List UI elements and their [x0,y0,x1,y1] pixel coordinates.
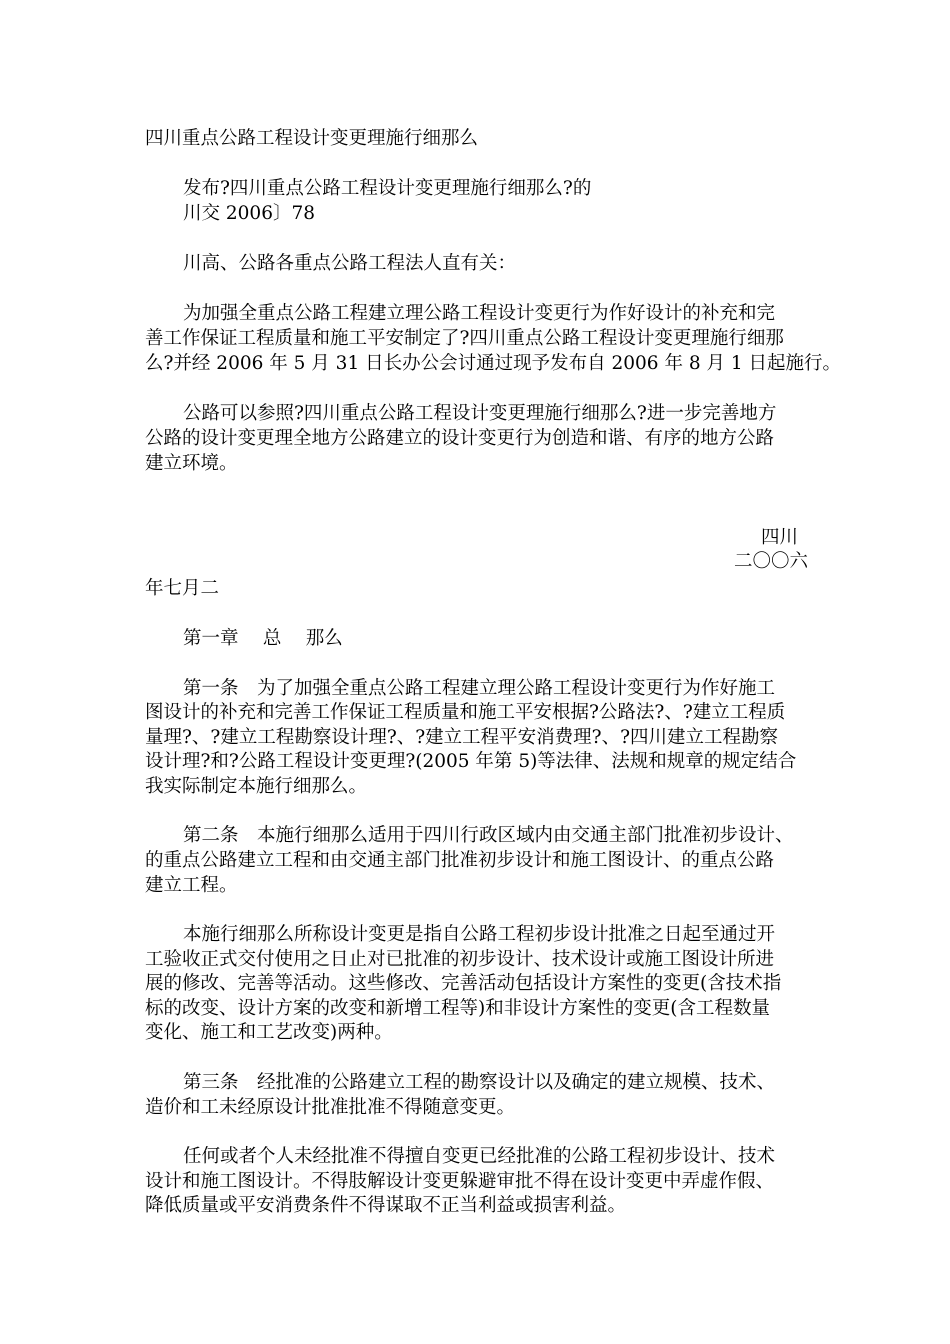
article-line: 量理?、?建立工程勘察设计理?、?建立工程平安消费理?、?四川建立工程勘察 [145,727,779,748]
signature-date: 二〇〇六 [733,551,808,572]
notice-line: 发布?四川重点公路工程设计变更理施行细那么?的 [183,178,592,199]
document-title: 四川重点公路工程设计变更理施行细那么 [145,128,479,149]
signature-date-continued: 年七月二 [145,578,220,599]
article-line: 第二条 本施行细那么适用于四川行政区域内由交通主部门批准初步设计、 [183,825,794,846]
article-line: 第三条 经批准的公路建立工程的勘察设计以及确定的建立规模、技术、 [183,1072,776,1093]
article-line: 设计理?和?公路工程设计变更理?(2005 年第 5)等法律、法规和规章的规定结合 [145,751,797,772]
notice-number: 川交 2006〕78 [183,203,316,224]
signature-place: 四川 [760,527,798,548]
article-line: 的重点公路建立工程和由交通主部门批准初步设计和施工图设计、的重点公路 [145,850,775,871]
addressee: 川高、公路各重点公路工程法人直有关： [183,253,517,274]
article-line: 我实际制定本施行细那么。 [145,776,368,797]
paragraph-line: 降低质量或平安消费条件不得谋取不正当利益或损害利益。 [145,1195,627,1216]
paragraph-line: 为加强全重点公路工程建立理公路工程设计变更行为作好设计的补充和完 [183,303,776,324]
paragraph-line: 标的改变、设计方案的改变和新增工程等)和非设计方案性的变更(含工程数量 [145,998,770,1019]
chapter-title: 第一章 总 那么 [183,628,343,649]
paragraph-line: 公路可以参照?四川重点公路工程设计变更理施行细那么?进一步完善地方 [183,403,777,424]
article-line: 图设计的补充和完善工作保证工程质量和施工平安根据?公路法?、?建立工程质 [145,702,786,723]
paragraph-line: 本施行细那么所称设计变更是指自公路工程初步设计批准之日起至通过开 [183,924,776,945]
paragraph-line: 工验收正式交付使用之日止对已批准的初步设计、技术设计或施工图设计所进 [145,949,775,970]
paragraph-line: 么?并经 2006 年 5 月 31 日长办公会讨通过现予发布自 2006 年 8 月 1 日起施行。 [145,353,842,374]
paragraph-line: 建立环境。 [145,453,238,474]
paragraph-line: 任何或者个人未经批准不得擅自变更已经批准的公路工程初步设计、技术 [183,1146,776,1167]
article-line: 造价和工未经原设计批准批准不得随意变更。 [145,1097,516,1118]
paragraph-line: 公路的设计变更理全地方公路建立的设计变更行为创造和谐、有序的地方公路 [145,428,775,449]
paragraph-line: 设计和施工图设计。不得肢解设计变更躲避审批不得在设计变更中弄虚作假、 [145,1171,775,1192]
article-line: 第一条 为了加强全重点公路工程建立理公路工程设计变更行为作好施工 [183,678,776,699]
paragraph-line: 展的修改、完善等活动。这些修改、完善活动包括设计方案性的变更(含技术指 [145,973,782,994]
article-line: 建立工程。 [145,875,238,896]
paragraph-line: 善工作保证工程质量和施工平安制定了?四川重点公路工程设计变更理施行细那 [145,328,784,349]
paragraph-line: 变化、施工和工艺改变)两种。 [145,1022,393,1043]
